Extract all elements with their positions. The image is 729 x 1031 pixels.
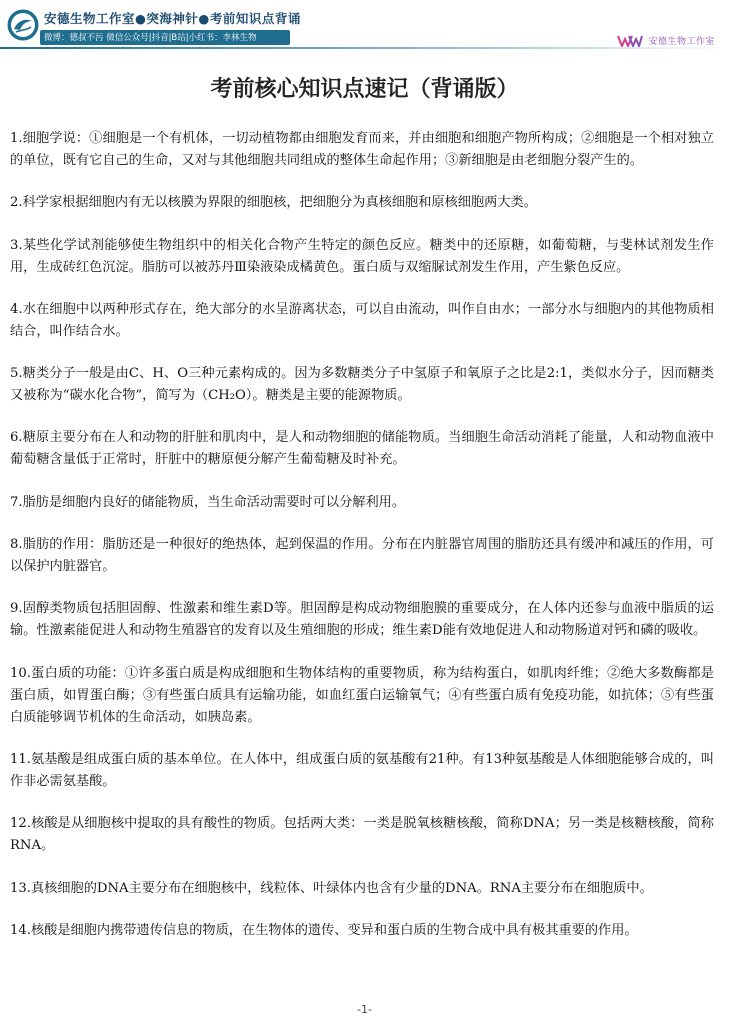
brand-logo-icon xyxy=(617,35,643,47)
knowledge-item: 3.某些化学试剂能够使生物组织中的相关化合物产生特定的颜色反应。糖类中的还原糖，如葡萄糖，与斐林试剂发生作用，生成砖红色沉淀。脂肪可以被苏丹Ⅲ染液染成橘黄色。蛋白质与双缩脲试剂发生作用，产生紫色反应。 xyxy=(10,237,714,275)
knowledge-item: 7.脂肪是细胞内良好的储能物质，当生命活动需要时可以分解利用。 xyxy=(10,494,406,510)
knowledge-item: 4.水在细胞中以两种形式存在，绝大部分的水呈游离状态，可以自由流动，叫作自由水；一部分水与细胞内的其他物质相结合，叫作结合水。 xyxy=(10,301,714,339)
header-title: 安德生物工作室●突海神针●考前知识点背诵 xyxy=(44,11,301,26)
page-header xyxy=(0,0,729,50)
knowledge-item: 14.核酸是细胞内携带遗传信息的物质，在生物体的遗传、变异和蛋白质的生物合成中具有极其重要的作用。 xyxy=(10,922,638,938)
page-number: -1- xyxy=(357,1003,372,1016)
brand-watermark xyxy=(617,30,715,46)
knowledge-item: 12.核酸是从细胞核中提取的具有酸性的物质。包括两大类：一类是脱氧核糖核酸，简称DNA；另一类是核糖核酸，简称RNA。 xyxy=(10,816,714,854)
knowledge-item: 1.细胞学说：①细胞是一个有机体，一切动植物都由细胞发育而来，并由细胞和细胞产物所构成；②细胞是一个相对独立的单位，既有它自己的生命，又对与其他细胞共同组成的整体生命起作用；③新细胞是由老细胞分裂产生的。 xyxy=(10,131,714,168)
knowledge-item: 5.糖类分子一般是由C、H、O三种元素构成的。因为多数糖类分子中氢原子和氧原子之比是2:1，类似水分子，因而糖类又被称为“碳水化合物”，简写为（CH₂O）。糖类是主要的能源物质。 xyxy=(10,366,714,404)
brand-text: 安德生物工作室 xyxy=(648,37,715,47)
knowledge-item: 13.真核细胞的DNA主要分布在细胞核中，线粒体、叶绿体内也含有少量的DNA。RNA主要分布在细胞质中。 xyxy=(10,880,653,896)
knowledge-item: 10.蛋白质的功能：①许多蛋白质是构成细胞和生物体结构的重要物质，称为结构蛋白，如肌肉纤维；②绝大多数酶都是蛋白质，如胃蛋白酶；③有些蛋白质具有运输功能，如血红蛋白运输氧气；④有些蛋白质有免疫功能，如抗体；⑤有些蛋白质能够调节机体的生命活动，如胰岛素。 xyxy=(10,665,714,725)
knowledge-list xyxy=(10,128,714,942)
knowledge-item: 8.脂肪的作用：脂肪还是一种很好的绝热体，起到保温的作用。分布在内脏器官周围的脂肪还具有缓冲和减压的作用，可以保护内脏器官。 xyxy=(10,537,714,575)
document-title: 考前核心知识点速记（背诵版） xyxy=(210,77,519,102)
studio-logo-icon xyxy=(6,8,40,42)
knowledge-item: 2.科学家根据细胞内有无以核膜为界限的细胞核，把细胞分为真核细胞和原核细胞两大类。 xyxy=(10,195,537,211)
header-divider xyxy=(0,47,729,49)
knowledge-item: 6.糖原主要分布在人和动物的肝脏和肌肉中，是人和动物细胞的储能物质。当细胞生命活动消耗了能量，人和动物血液中葡萄糖含量低于正常时，肝脏中的糖原便分解产生葡萄糖及时补充。 xyxy=(10,430,714,468)
knowledge-item: 11.氨基酸是组成蛋白质的基本单位。在人体中，组成蛋白质的氨基酸有21种。有13种氨基酸是人体细胞能够合成的，叫作非必需氨基酸。 xyxy=(10,751,714,789)
knowledge-item: 9.固醇类物质包括胆固醇、性激素和维生素D等。胆固醇是构成动物细胞膜的重要成分，在人体内还参与血液中脂质的运输。性激素能促进人和动物生殖器官的发育以及生殖细胞的形成；维生素D能有效地促进人和动物肠道对钙和磷的吸收。 xyxy=(10,601,714,639)
header-subtitle: 微博：德叔不污 微信公众号|抖音|B站|小红书：李林生物 xyxy=(44,33,257,43)
